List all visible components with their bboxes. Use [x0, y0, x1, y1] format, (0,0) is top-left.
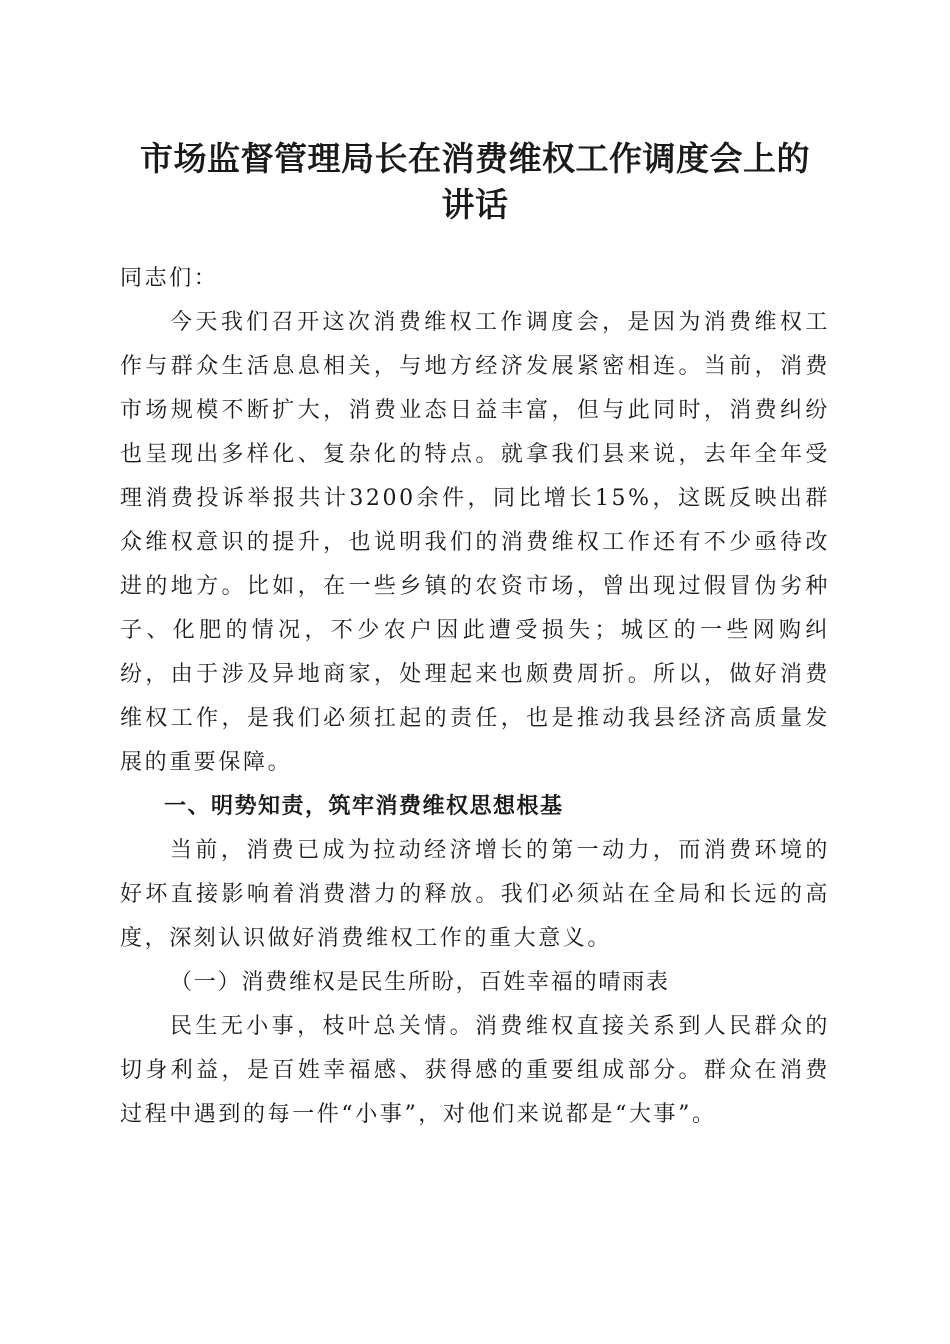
salutation: 同志们： [120, 266, 219, 291]
document-body [120, 257, 830, 1137]
subsection-heading-1: （一）消费维权是民生所盼，百姓幸福的晴雨表 [170, 970, 670, 995]
section-heading-1: 一、明势知责，筑牢消费维权思想根基 [164, 794, 564, 819]
title-line-2: 讲话 [441, 185, 509, 224]
document-title [100, 136, 850, 228]
paragraph-subsection-1: 民生无小事，枝叶总关情。消费维权直接关系到人民群众的切身利益，是百姓幸福感、获得感的重要组成部分。群众在消费过程中遇到的每一件“小事”，对他们来说都是“大事”。 [120, 1014, 830, 1127]
title-line-1: 市场监督管理局长在消费维权工作调度会上的 [140, 139, 810, 178]
paragraph-intro: 今天我们召开这次消费维权工作调度会，是因为消费维权工作与群众生活息息相关，与地方经济发展紧密相连。当前，消费市场规模不断扩大，消费业态日益丰富，但与此同时，消费纠纷也呈现出多样化、复杂化的特点。就拿我们县来说，去年全年受理消费投诉举报共计3200余件，同比增长15%，这既反映出群众维权意识的提升，也说明我们的消费维权工作还有不少亟待改进的地方。比如，在一些乡镇的农资市场，曾出现过假冒伪劣种子、化肥的情况，不少农户因此遭受损失；城区的一些网购纠纷，由于涉及异地商家，处理起来也颇费周折。所以，做好消费维权工作，是我们必须扛起的责任，也是推动我县经济高质量发展的重要保障。 [120, 310, 830, 775]
paragraph-section-1: 当前，消费已成为拉动经济增长的第一动力，而消费环境的好坏直接影响着消费潜力的释放。我们必须站在全局和长远的高度，深刻认识做好消费维权工作的重大意义。 [120, 838, 830, 951]
